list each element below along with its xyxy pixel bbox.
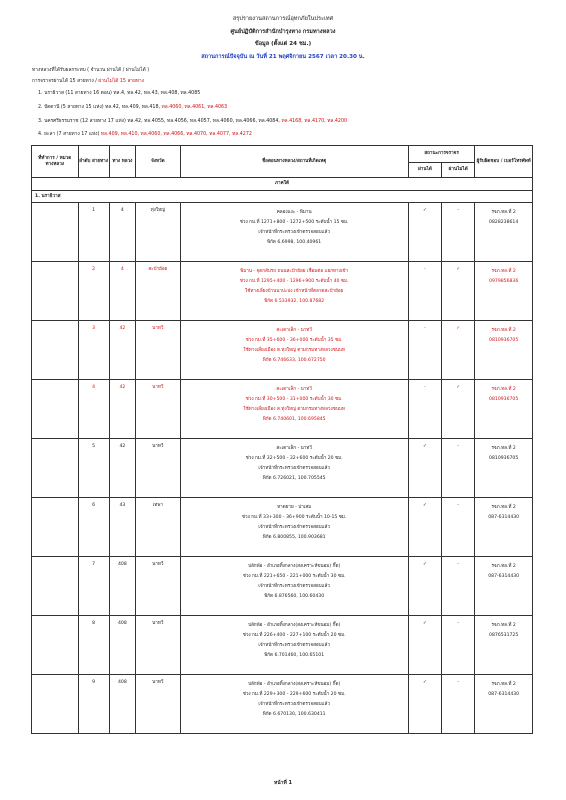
contact-line: 0810936705 [489, 397, 519, 402]
cell-contact [475, 203, 533, 262]
cell-district [32, 380, 79, 439]
list-text: นครศรีธรรมราช (12 สายทาง 17 แห่ง) ทล.42, ทล.4055, ทล.4056, ทล.4057, ทล.4060, ทล.4066, ทล.4084, [44, 119, 282, 124]
province-list-item [38, 119, 347, 125]
province-list-item [38, 91, 200, 97]
location-line: ช่วง กม.ที่ 1271+800 - 1272+500 ระดับน้ำ 15 ซม. [239, 220, 349, 225]
province-list-item [38, 105, 227, 111]
cell-province: นาทวี [136, 380, 180, 439]
cell-location [180, 616, 408, 675]
cell-province: นาทวี [136, 616, 180, 675]
cell-location [180, 675, 408, 734]
location-line: สะเดาเล็ก - นาทวี [276, 446, 312, 451]
cell-province: สะบ้าย้อย [136, 262, 180, 321]
cell-passable: - [408, 380, 441, 439]
cell-passable: ✓ [408, 203, 441, 262]
region-band: ภาคใต้ [32, 178, 533, 191]
report-timestamp: สถานการณ์ปัจจุบัน ณ วันที่ 21 พฤศจิกายน 2567 เวลา 20.30 น. [201, 54, 365, 60]
location-line: พิกัด 6.701460, 100.65101 [264, 653, 325, 658]
location-line: ใช้ทางเลี่ยงเมือง ต.ทุ่งใหญ่ ตามกรมทางหลวงชนบท [243, 348, 345, 353]
location-line: ช่วง กม.ที่ 226+400 - 227+100 ระดับน้ำ 20 ซม. [242, 633, 346, 638]
list-text-red: ทล.4168, ทล.4170, ทล.4200 [281, 119, 348, 124]
location-line: เจ้าหน้าที่กระทรวงเข้าตรวจสอบแล้ว [258, 230, 330, 235]
cell-province: นาทวี [136, 321, 180, 380]
cell-location [180, 262, 408, 321]
contact-line: รจภ.ทล.ที่ 2 [491, 623, 516, 628]
table-row [32, 262, 533, 321]
cell-impassable: - [442, 498, 475, 557]
location-line: เจ้าหน้าที่กระทรวงเข้าตรวจสอบแล้ว [258, 643, 330, 648]
report-subtitle: ศูนย์ปฏิบัติการสำนักบำรุงทาง กรมทางหลวง [230, 29, 336, 35]
cell-district [32, 616, 79, 675]
location-line: พิกัด 6.726021, 100.705545 [262, 476, 326, 481]
cell-no: 2 [78, 262, 109, 321]
list-text: ปัตตานี (5 สายทาง 15 แห่ง) ทล.42, ทล.409, ทล.418, [44, 105, 162, 110]
cell-contact [475, 262, 533, 321]
location-line: ปลักพ้อ - อำเภอทิ้งกลาง(สงเคราะห์ขนอม) กิ๊ด) [248, 623, 341, 628]
contact-line: รจภ.ทล.ที่ 2 [491, 387, 516, 392]
location-line: ช่วง กม.ที่ 30+500 - 31+000 ระดับน้ำ 30 ซม. [245, 397, 343, 402]
location-line: เจ้าหน้าที่กระทรวงเข้าตรวจสอบแล้ว [258, 525, 330, 530]
cell-district [32, 321, 79, 380]
contact-line: รจภ.ทล.ที่ 2 [491, 446, 516, 451]
table-row [32, 380, 533, 439]
province-list-item [38, 132, 252, 138]
list-text-red: ทล.4060, ทล.4061, ทล.4063 [161, 105, 228, 110]
cell-district [32, 498, 79, 557]
location-line: เจ้าหน้าที่กระทรวงเข้าตรวจสอบแล้ว [258, 702, 330, 707]
location-line: พิกัด 6.533932, 100.87682 [264, 299, 325, 304]
cell-route: 42 [109, 380, 136, 439]
list-number: 3. [38, 119, 43, 124]
location-line: ช่วง กม.ที่ 229+300 - 229+600 ระดับน้ำ 20 ซม. [242, 692, 346, 697]
passable-summary: การจราจรผ่านได้ 15 สายทาง [32, 79, 94, 84]
location-line: ช่วง กม.ที่ 33+300 - 36+900 ระดับน้ำ 10-15 ซม. [241, 515, 347, 520]
cell-province: เทพา [136, 498, 180, 557]
col-district: ที่ทำการ / หมวดทางหลวง [32, 146, 79, 178]
report-period: ข้อมูล (ตั้งแต่ 24 ชม.) [254, 41, 312, 47]
table-row [32, 203, 533, 262]
location-line: ใช้ทางเลี่ยงเมือง ต.ทุ่งใหญ่ ตามกรมทางหลวงชนบท [243, 407, 345, 412]
cell-contact [475, 380, 533, 439]
table-row [32, 616, 533, 675]
cell-province: นาทวี [136, 557, 180, 616]
cell-passable: - [408, 321, 441, 380]
contact-line: 087-6314430 [488, 515, 520, 520]
location-line: ช่วง กม.ที่ 32+500 - 32+600 ระดับน้ำ 20 ซม. [245, 456, 343, 461]
cell-contact [475, 616, 533, 675]
cell-passable: ✓ [408, 557, 441, 616]
cell-passable: ✓ [408, 616, 441, 675]
cell-impassable: - [442, 616, 475, 675]
cell-impassable: ✓ [442, 380, 475, 439]
cell-route: 408 [109, 616, 136, 675]
location-line: ช่วง กม.ที่ 221+650 - 221+000 ระดับน้ำ 30 ซม. [242, 574, 346, 579]
cell-impassable: ✓ [442, 321, 475, 380]
location-line: ใช้ทางเลี่ยงบ้านนาปะปง เข้าหน้าที่ตลาดสะบ้าย้อย [245, 289, 344, 294]
cell-no: 6 [78, 498, 109, 557]
cell-no: 9 [78, 675, 109, 734]
contact-line: 0876531725 [489, 633, 519, 638]
contact-line: รจภ.ทล.ที่ 2 [491, 564, 516, 569]
col-province: จังหวัด [136, 146, 180, 178]
contact-line: 0810936705 [489, 456, 519, 461]
cell-location [180, 439, 408, 498]
location-line: พิกัด 6.740601, 100.695845 [262, 417, 326, 422]
affected-routes-label: ทางหลวงที่ได้รับผลกระทบ ( จำนวน ผ่านได้ / ผ่านไม่ได้ ) [32, 68, 150, 73]
cell-district [32, 439, 79, 498]
contact-line: รจภ.ทล.ที่ 2 [491, 210, 516, 215]
list-text: นราธิวาส (11 สายทาง 16 ตอน) ทล.4, ทล.42, ทล.43, ทล.408, ทล.4085 [44, 91, 201, 96]
cell-passable: ✓ [408, 675, 441, 734]
location-line: สะเดาเล็ก - นาทวี [276, 328, 312, 333]
table-row [32, 439, 533, 498]
cell-district [32, 203, 79, 262]
col-route: ลำดับ สายทาง [78, 146, 109, 178]
traffic-summary: การจราจรผ่านได้ 15 สายทาง / ผ่านไม่ได้ 15 สายทาง [32, 79, 145, 84]
table-row [32, 675, 533, 734]
cell-route: 42 [109, 321, 136, 380]
location-line: ช่วง กม.ที่ 35+600 - 36+000 ระดับน้ำ 35 ซม. [245, 338, 343, 343]
location-line: ปลักพ้อ - อำเภอทิ้งกลาง(สงเคราะห์ขนอม) กิ๊ด) [248, 564, 341, 569]
cell-location [180, 380, 408, 439]
page-number: หน้าที่ 1 [273, 780, 293, 786]
cell-route: 4 [109, 262, 136, 321]
contact-line: รจภ.ทล.ที่ 2 [491, 328, 516, 333]
list-number: 2. [38, 105, 43, 110]
contact-line: รจภ.ทล.ที่ 2 [491, 505, 516, 510]
location-line: เจ้าหน้าที่กระทรวงเข้าตรวจสอบแล้ว [258, 466, 330, 471]
cell-impassable: - [442, 675, 475, 734]
table-row [32, 321, 533, 380]
cell-province: นาทวี [136, 675, 180, 734]
cell-impassable: - [442, 203, 475, 262]
cell-district [32, 557, 79, 616]
cell-location [180, 498, 408, 557]
cell-no: 1 [78, 203, 109, 262]
list-number: 1. [38, 91, 43, 96]
location-line: ช่วง กม.ที่ 1295+400 - 1296+900 ระดับน้ำ 40 ซม. [239, 279, 349, 284]
cell-passable: - [408, 262, 441, 321]
contact-line: 0979856836 [489, 279, 519, 284]
cell-location [180, 203, 408, 262]
cell-district [32, 262, 79, 321]
cell-contact [475, 439, 533, 498]
cell-province: ทุ่งใหญ่ [136, 203, 180, 262]
cell-no: 5 [78, 439, 109, 498]
cell-route: 4 [109, 203, 136, 262]
contact-line: 087-6314430 [488, 574, 520, 579]
province-group: 1. นราธิวาส [32, 191, 533, 203]
col-location: ชื่อตอนทางหลวง/สถานที่เกิดเหตุ [180, 146, 408, 178]
cell-route: 43 [109, 498, 136, 557]
cell-contact [475, 321, 533, 380]
location-line: ปลักพ้อ - อำเภอทิ้งกลาง(สงเคราะห์ขนอม) กิ๊ด) [248, 682, 341, 687]
contact-line: 0828238614 [489, 220, 519, 225]
col-status: สถานะการจราจร [408, 146, 475, 163]
cell-contact [475, 675, 533, 734]
contact-line: รจภ.ทล.ที่ 2 [491, 682, 516, 687]
contact-line: 0810936705 [489, 338, 519, 343]
list-text-red: ทล.409, ทล.410, ทล.4060, ทล.4066, ทล.4070, ทล.4077, ทล.4272 [100, 132, 252, 137]
cell-passable: ✓ [408, 439, 441, 498]
location-line: พิกัด 6.746633, 100.672750 [262, 358, 326, 363]
cell-impassable: ✓ [442, 262, 475, 321]
cell-location [180, 557, 408, 616]
location-line: พิกัด 6.876560, 100.60430 [264, 594, 325, 599]
cell-contact [475, 557, 533, 616]
cell-route: 408 [109, 675, 136, 734]
impassable-summary: ผ่านไม่ได้ 15 สายทาง [98, 79, 145, 84]
list-number: 4. [38, 132, 43, 137]
location-line: พิกัด 6.670130, 100.630411 [262, 712, 326, 717]
location-line: เจ้าหน้าที่กระทรวงเข้าตรวจสอบแล้ว [258, 584, 330, 589]
location-line: หาดยาย - ปาเสม [277, 505, 312, 510]
cell-district [32, 675, 79, 734]
table-row [32, 557, 533, 616]
col-km: ทาง หลวง [109, 146, 136, 178]
location-line: พิกัด 6.6998, 100.40961 [267, 240, 322, 245]
cell-route: 42 [109, 439, 136, 498]
col-passable: ผ่านได้ [408, 163, 441, 178]
col-impassable: ผ่านไม่ได้ [442, 163, 475, 178]
location-line: คลองแงะ - พิมาน [276, 210, 312, 215]
cell-location [180, 321, 408, 380]
cell-no: 7 [78, 557, 109, 616]
cell-province: นาทวี [136, 439, 180, 498]
cell-contact [475, 498, 533, 557]
report-title: สรุปรายงานสถานการณ์อุทกภัยในประเทศ [232, 16, 334, 22]
col-contact: ผู้รับผิดชอบ / เบอร์โทรศัพท์ [475, 146, 533, 178]
contact-line: รจภ.ทล.ที่ 2 [491, 269, 516, 274]
cell-no: 8 [78, 616, 109, 675]
table-row [32, 498, 533, 557]
location-line: พิมาน - จุดกลับรถ ถนนสะบ้าย้อย เชื่อมต่อ แยกทางเข้า [240, 269, 349, 274]
cell-impassable: - [442, 439, 475, 498]
cell-impassable: - [442, 557, 475, 616]
location-line: สะเดาเล็ก - นาทวี [276, 387, 312, 392]
cell-route: 408 [109, 557, 136, 616]
location-line: พิกัด 6.800855, 100.903681 [262, 535, 326, 540]
cell-passable: ✓ [408, 498, 441, 557]
contact-line: 087-6314430 [488, 692, 520, 697]
list-text: ยะลา (7 สายทาง 17 แห่ง) [44, 132, 101, 137]
cell-no: 3 [78, 321, 109, 380]
cell-no: 4 [78, 380, 109, 439]
flood-status-table [31, 145, 533, 734]
